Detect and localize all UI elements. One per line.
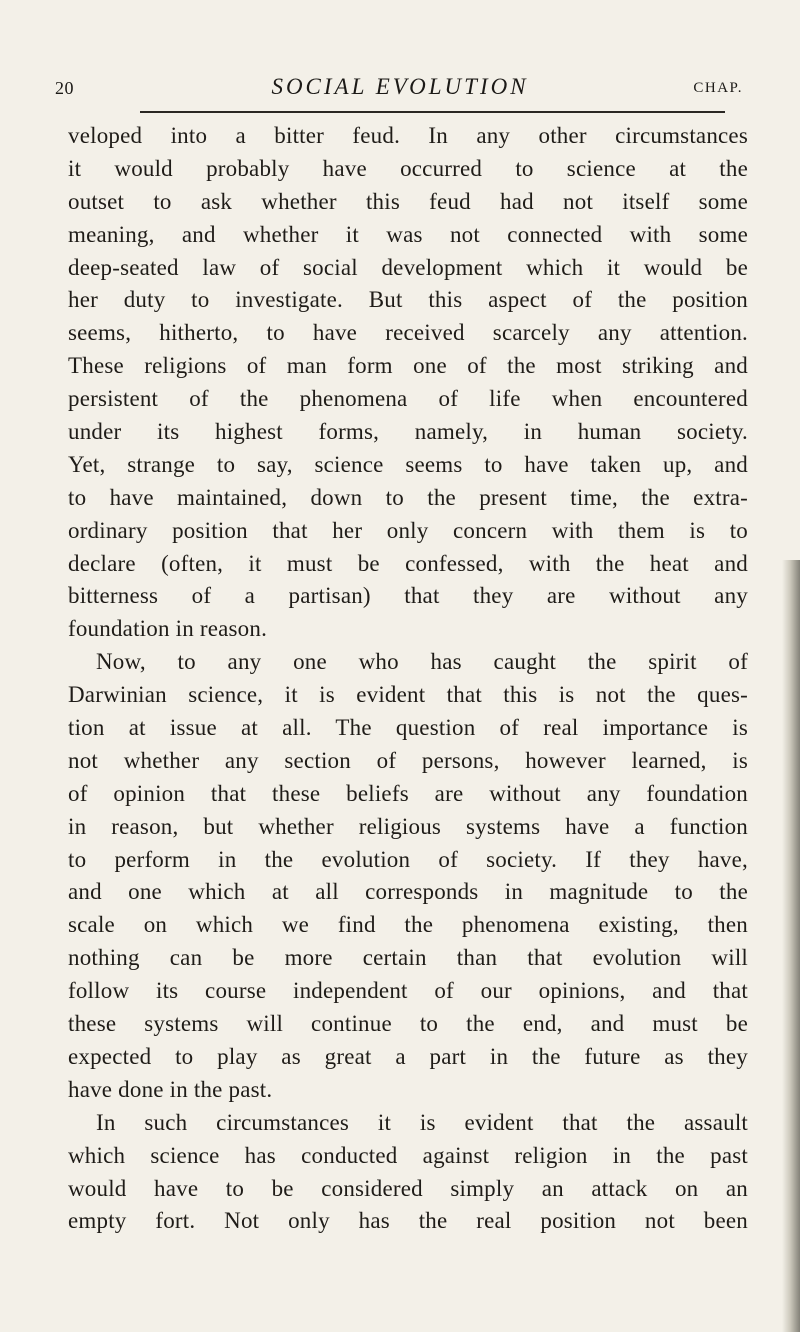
chapter-label: CHAP.: [693, 80, 743, 96]
text-line: under its highest forms, namely, in human society.: [68, 419, 748, 445]
header-rule: [140, 111, 725, 113]
running-head: SOCIAL EVOLUTION: [271, 74, 529, 99]
text-line: these systems will continue to the end, and must be: [68, 1011, 748, 1037]
text-line: nothing can be more certain than that evolution will: [68, 945, 748, 971]
text-line: expected to play as great a part in the future as they: [68, 1043, 748, 1069]
text-line: declare (often, it must be confessed, with the heat and: [68, 550, 748, 576]
text-line: Darwinian science, it is evident that this is not the ques-: [68, 682, 748, 708]
text-line: ordinary position that her only concern with them is to: [68, 517, 748, 543]
text-line: would have to be considered simply an attack on an: [68, 1175, 748, 1201]
text-line: persistent of the phenomena of life when encountered: [68, 386, 748, 412]
text-line: These religions of man form one of the most striking and: [68, 353, 748, 379]
page-edge-shadow: [782, 560, 800, 1332]
text-line: in reason, but whether religious systems have a function: [68, 813, 748, 839]
text-line: tion at issue at all. The question of real importance is: [68, 715, 748, 741]
page-header: [0, 74, 800, 112]
page-number: 20: [55, 78, 74, 98]
text-line: bitterness of a partisan) that they are without any: [68, 583, 748, 609]
text-line: outset to ask whether this feud had not itself some: [68, 188, 748, 214]
text-line: not whether any section of persons, however learned, is: [68, 747, 748, 773]
text-line: scale on which we find the phenomena existing, then: [68, 912, 748, 938]
text-line: and one which at all corresponds in magnitude to the: [68, 879, 748, 905]
text-line: seems, hitherto, to have received scarcely any attention.: [68, 320, 748, 346]
text-line: of opinion that these beliefs are without any foundation: [68, 780, 748, 806]
text-line: to perform in the evolution of society. If they have,: [68, 846, 748, 872]
text-line: meaning, and whether it was not connected with some: [68, 221, 748, 247]
text-line: deep-seated law of social development which it would be: [68, 254, 748, 280]
text-line: have done in the past.: [68, 1076, 273, 1102]
text-line: it would probably have occurred to science at the: [68, 155, 748, 181]
text-line: which science has conducted against religion in the past: [68, 1142, 748, 1168]
text-line: veloped into a bitter feud. In any other circumstances: [68, 123, 748, 148]
text-line: to have maintained, down to the present time, the extra-: [68, 484, 748, 510]
text-line: her duty to investigate. But this aspect of the position: [68, 287, 748, 313]
paragraph-start-line: Now, to any one who has caught the spirit of: [96, 649, 748, 675]
text-line: empty fort. Not only has the real position not been: [68, 1208, 748, 1234]
text-line: foundation in reason.: [68, 616, 268, 642]
text-line: follow its course independent of our opinions, and that: [68, 978, 748, 1004]
text-line: Yet, strange to say, science seems to have taken up, and: [68, 451, 748, 477]
paragraph-start-line: In such circumstances it is evident that the assault: [96, 1109, 748, 1135]
body-text: [68, 120, 748, 1238]
